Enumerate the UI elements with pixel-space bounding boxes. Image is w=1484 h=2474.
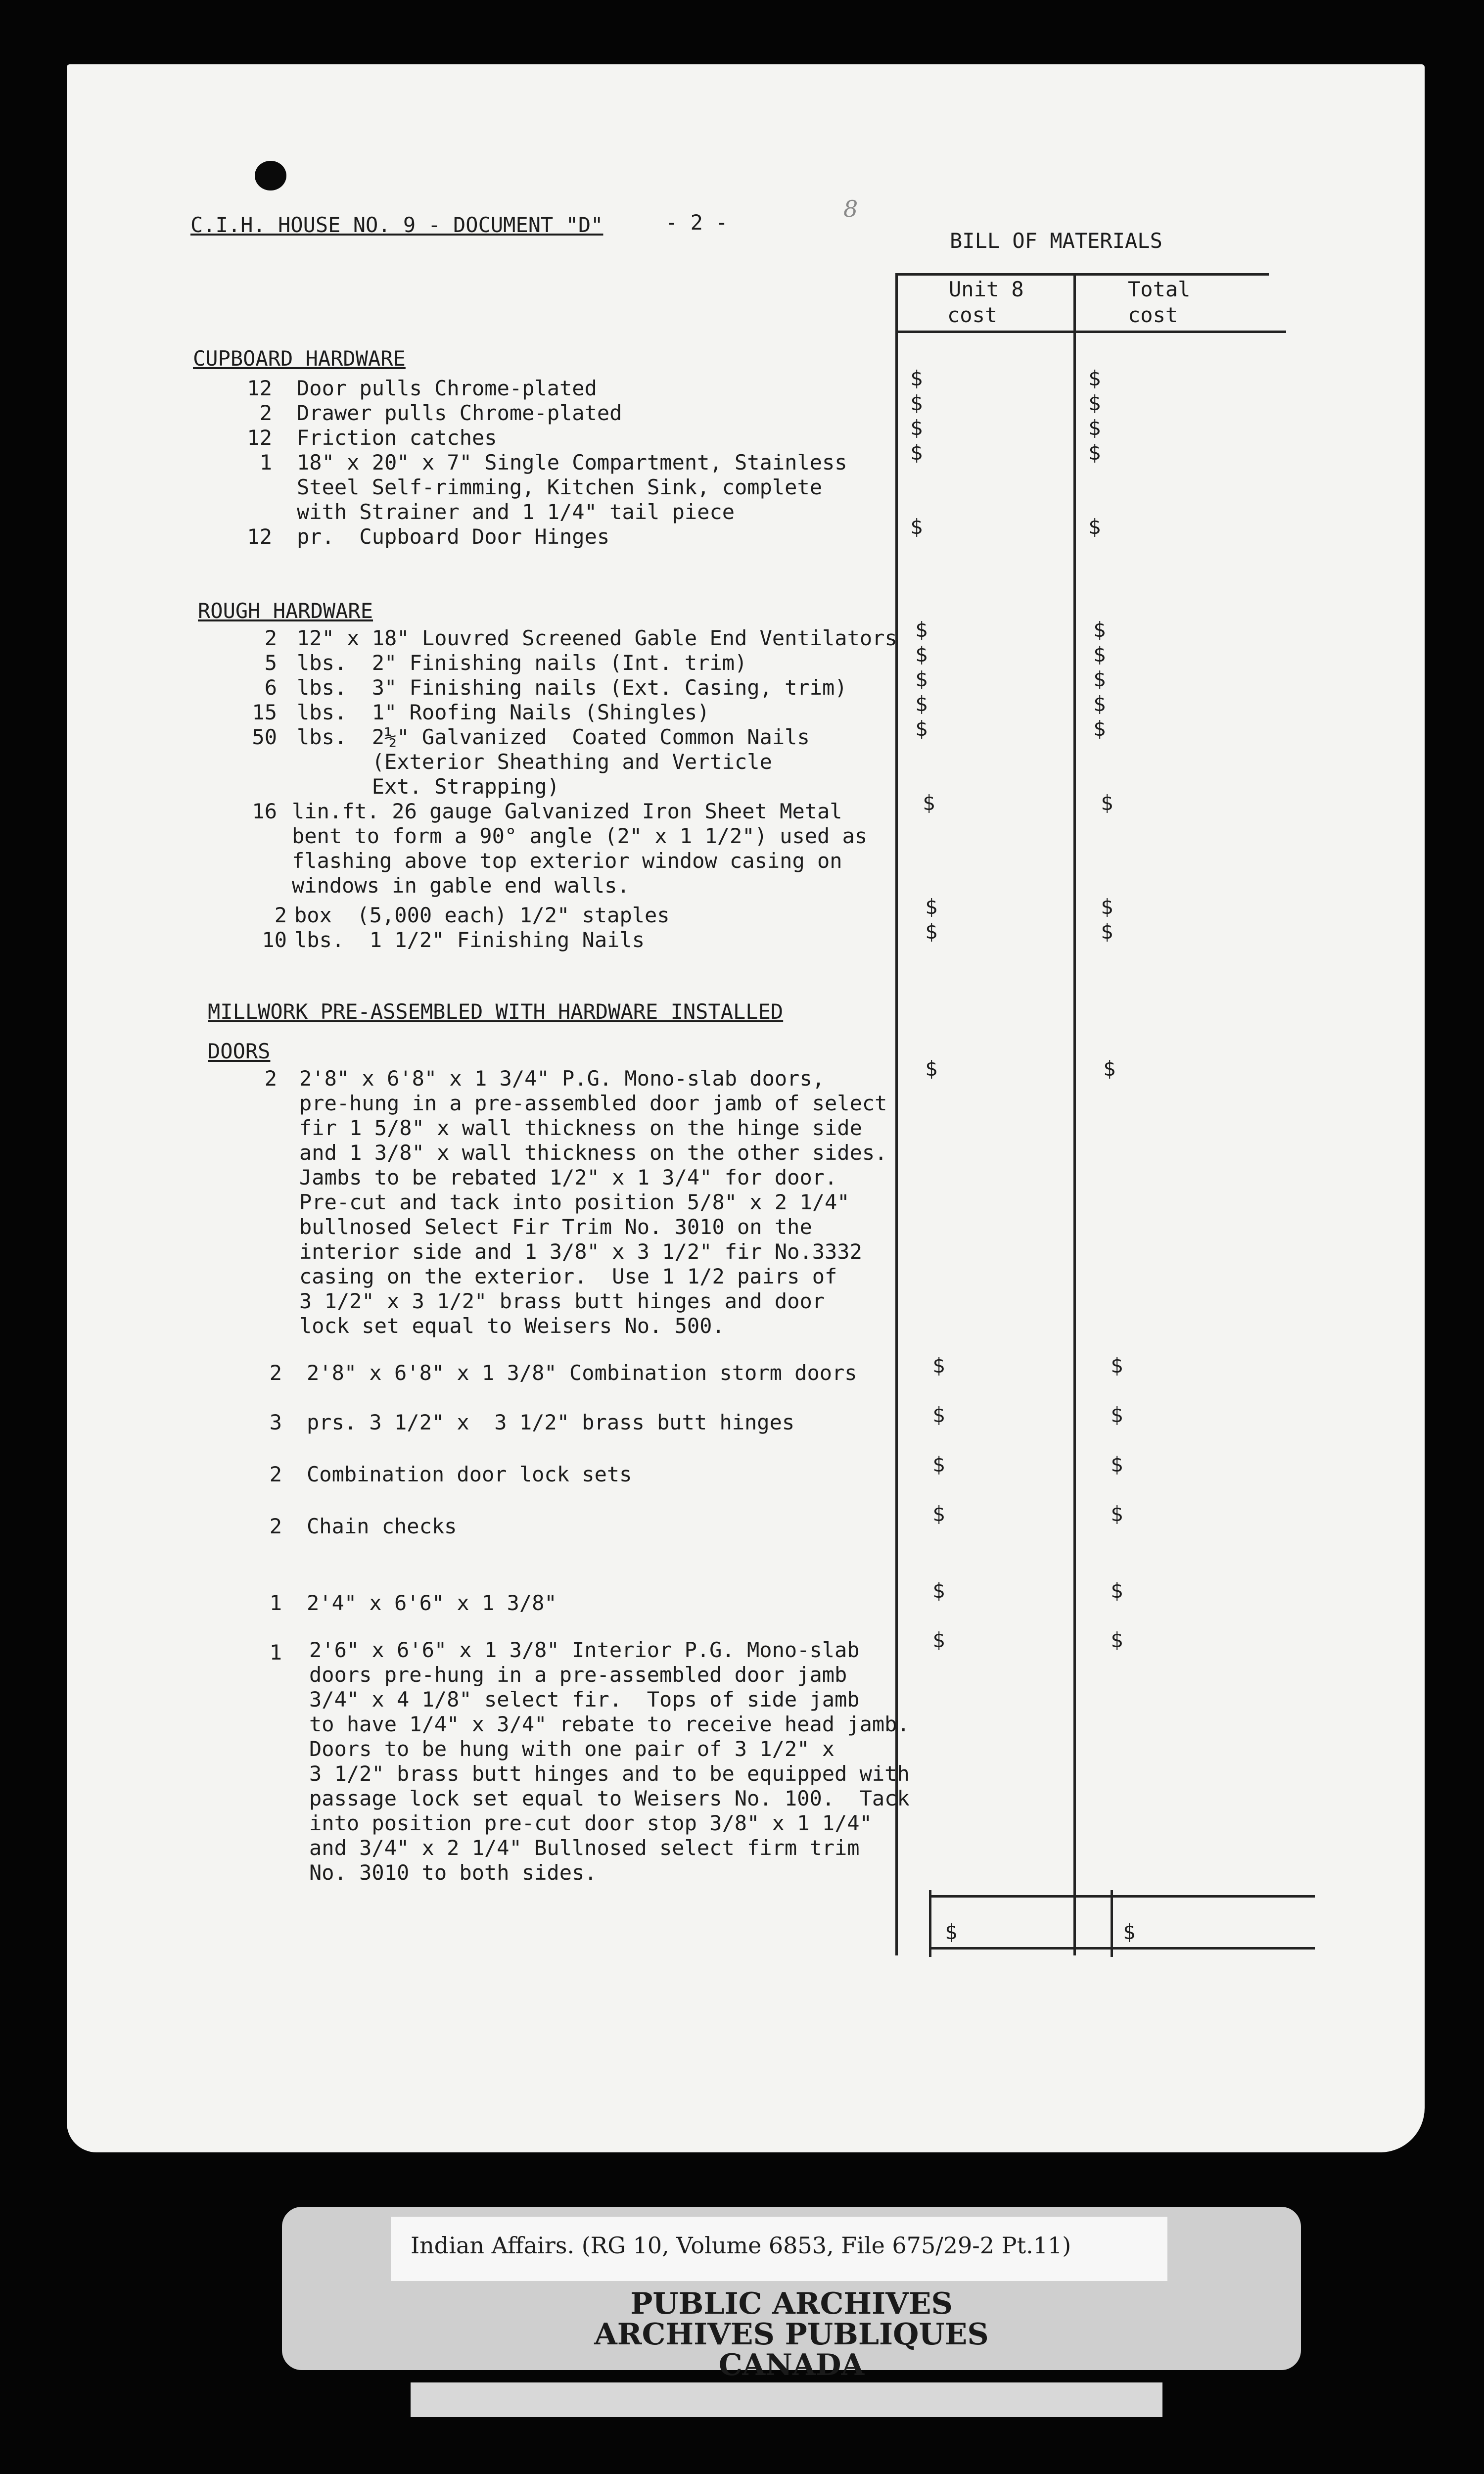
- total-cost-dollar: $: [1088, 440, 1101, 465]
- qty: 3: [269, 1410, 282, 1434]
- qty: 1: [269, 1591, 282, 1615]
- total-cost-dollar: $: [1101, 895, 1113, 919]
- unit-cost-dollar: $: [925, 895, 938, 919]
- qty: 5: [264, 651, 277, 675]
- qty: 12: [247, 426, 272, 450]
- qty: 2: [269, 1462, 282, 1486]
- total-cost-dollar: $: [1093, 642, 1106, 666]
- total-cost-dollar: $: [1093, 618, 1106, 642]
- qty: 10: [262, 928, 287, 952]
- unit-cost-dollar: $: [923, 791, 935, 815]
- item-description: 2'8" x 6'8" x 1 3/8" Combination storm doors: [307, 1361, 857, 1385]
- unit-cost-dollar: $: [932, 1353, 945, 1378]
- grand-unit-dollar: $: [945, 1920, 958, 1944]
- total-cost-dollar: $: [1111, 1452, 1123, 1476]
- total-cost-dollar: $: [1088, 416, 1101, 440]
- unit-cost-right-rule: [1073, 273, 1076, 1955]
- qty: 2: [274, 903, 287, 927]
- total-cost-dollar: $: [1088, 366, 1101, 390]
- qty: 16: [252, 799, 277, 823]
- unit-cost-header-2: cost: [947, 303, 998, 327]
- total-cost-dollar: $: [1093, 716, 1106, 741]
- item-description: lbs. 3" Finishing nails (Ext. Casing, trim): [297, 675, 847, 700]
- unit-cost-dollar: $: [932, 1403, 945, 1427]
- qty: 1: [269, 1640, 282, 1665]
- unit-cost-dollar: $: [932, 1452, 945, 1476]
- grand-total-dollar: $: [1123, 1920, 1136, 1944]
- qty: 15: [252, 700, 277, 724]
- item-description: Friction catches: [297, 426, 497, 450]
- total-cost-dollar: $: [1111, 1628, 1123, 1652]
- unit-cost-dollar: $: [910, 440, 923, 465]
- page-number: - 2 -: [665, 210, 728, 235]
- item-description: Door pulls Chrome-plated: [297, 376, 597, 400]
- item-description: 2'8" x 6'8" x 1 3/4" P.G. Mono-slab doors, pre-hung in a pre-assembled door jamb of select fir 1 5/8" x wall thickness on the hinge side and 1 3/8" x wall thickness on the other sides. Jambs to be rebated 1/2" x 1 3/4" for door. Pre-cut and tack into position 5/8" x 2 1/4" bullnosed Select Fir Trim No. 3010 on the interior side and 1 3/8" x 3 1/2" fir No.3332 casing on the exterior. Use 1 1/2 pairs of 3 1/2" x 3 1/2" brass butt hinges and door lock set equal to Weisers No. 500.: [299, 1066, 887, 1338]
- section-subtitle-doors: DOORS: [208, 1039, 271, 1063]
- item-description: pr. Cupboard Door Hinges: [297, 524, 610, 549]
- unit-cost-dollar: $: [910, 391, 923, 415]
- item-description: Combination door lock sets: [307, 1462, 632, 1486]
- qty: 2: [264, 626, 277, 650]
- section-title-cupboard: CUPBOARD HARDWARE: [193, 346, 406, 371]
- total-rule: [929, 1895, 1315, 1898]
- item-description: box (5,000 each) 1/2" staples: [294, 903, 670, 927]
- unit-cost-dollar: $: [925, 1056, 938, 1081]
- item-description: lbs. 2" Finishing nails (Int. trim): [297, 651, 747, 675]
- unit-cost-dollar: $: [910, 416, 923, 440]
- qty: 2: [264, 1066, 277, 1091]
- total-cost-dollar: $: [1111, 1578, 1123, 1603]
- unit-cost-dollar: $: [910, 515, 923, 539]
- unit-cost-dollar: $: [915, 716, 928, 741]
- unit-cost-dollar: $: [932, 1578, 945, 1603]
- qty: 12: [247, 376, 272, 400]
- item-description: 12" x 18" Louvred Screened Gable End Ventilators: [297, 626, 897, 650]
- total-cost-dollar: $: [1088, 391, 1101, 415]
- item-description: Drawer pulls Chrome-plated: [297, 401, 622, 425]
- document-reference: C.I.H. HOUSE NO. 9 - DOCUMENT "D": [190, 213, 603, 237]
- item-description: Chain checks: [307, 1514, 457, 1538]
- item-description: prs. 3 1/2" x 3 1/2" brass butt hinges: [307, 1410, 795, 1434]
- section-title-millwork: MILLWORK PRE-ASSEMBLED WITH HARDWARE INSTALLED: [208, 999, 784, 1024]
- total-cost-dollar: $: [1093, 692, 1106, 716]
- header-bottom-rule: [895, 331, 1286, 333]
- bill-title: BILL OF MATERIALS: [950, 229, 1162, 253]
- qty: 2: [259, 401, 272, 425]
- total-cost-dollar: $: [1111, 1403, 1123, 1427]
- section-title-rough: ROUGH HARDWARE: [198, 599, 373, 623]
- item-description: lin.ft. 26 gauge Galvanized Iron Sheet Metal bent to form a 90° angle (2" x 1 1/2") used as flashing above top exterior window casing on windows in gable end walls.: [292, 799, 868, 898]
- item-description: lbs. 1" Roofing Nails (Shingles): [297, 700, 710, 724]
- qty: 1: [259, 450, 272, 475]
- total-bottom-rule: [929, 1947, 1315, 1950]
- unit-cost-dollar: $: [910, 366, 923, 390]
- total-cost-dollar: $: [1101, 791, 1113, 815]
- total-cost-dollar: $: [1103, 1056, 1116, 1081]
- total-cost-dollar: $: [1111, 1353, 1123, 1378]
- total-cost-header-2: cost: [1128, 303, 1178, 327]
- unit-cost-dollar: $: [932, 1502, 945, 1526]
- archive-reference: Indian Affairs. (RG 10, Volume 6853, File 675/29-2 Pt.11): [411, 2232, 1071, 2259]
- unit-cost-dollar: $: [925, 919, 938, 944]
- total-cost-dollar: $: [1093, 667, 1106, 691]
- unit-cost-dollar: $: [915, 692, 928, 716]
- item-description: lbs. 2½" Galvanized Coated Common Nails (Exterior Sheathing and Verticle Ext. Strapping): [297, 725, 810, 799]
- unit-cost-dollar: $: [932, 1628, 945, 1652]
- qty: 6: [264, 675, 277, 700]
- punch-hole: [255, 161, 286, 190]
- archive-stamp: PUBLIC ARCHIVES ARCHIVES PUBLIQUES CANADA: [594, 2286, 989, 2382]
- label-base: [411, 2382, 1162, 2417]
- total-cost-dollar: $: [1088, 515, 1101, 539]
- total-cost-header-1: Total: [1128, 277, 1191, 301]
- item-description: 2'6" x 6'6" x 1 3/8" Interior P.G. Mono-slab doors pre-hung in a pre-assembled door jamb 3/4" x 4 1/8" select fir. Tops of side jamb to have 1/4" x 3/4" rebate to receive head jamb. Doors to be hung with one pair of 3 1/2" x 3 1/2" brass butt hinges and to be equipped with passage lock set equal to Weisers No. 100. Tack into position pre-cut door stop 3/8" x 1 1/4" and 3/4" x 2 1/4" Bullnosed select firm trim No. 3010 to both sides.: [309, 1638, 910, 1885]
- total-cost-dollar: $: [1111, 1502, 1123, 1526]
- item-description: 18" x 20" x 7" Single Compartment, Stainless Steel Self-rimming, Kitchen Sink, complete with Strainer and 1 1/4" tail piece: [297, 450, 847, 524]
- item-description: lbs. 1 1/2" Finishing Nails: [294, 928, 645, 952]
- table-top-rule: [895, 273, 1269, 276]
- qty: 50: [252, 725, 277, 749]
- handwritten-note: 8: [843, 195, 858, 222]
- unit-cost-dollar: $: [915, 667, 928, 691]
- unit-cost-dollar: $: [915, 618, 928, 642]
- qty: 12: [247, 524, 272, 549]
- qty: 2: [269, 1514, 282, 1538]
- qty: 2: [269, 1361, 282, 1385]
- total-cost-dollar: $: [1101, 919, 1113, 944]
- unit-cost-dollar: $: [915, 642, 928, 666]
- item-description: 2'4" x 6'6" x 1 3/8": [307, 1591, 557, 1615]
- unit-cost-header-1: Unit 8: [949, 277, 1024, 301]
